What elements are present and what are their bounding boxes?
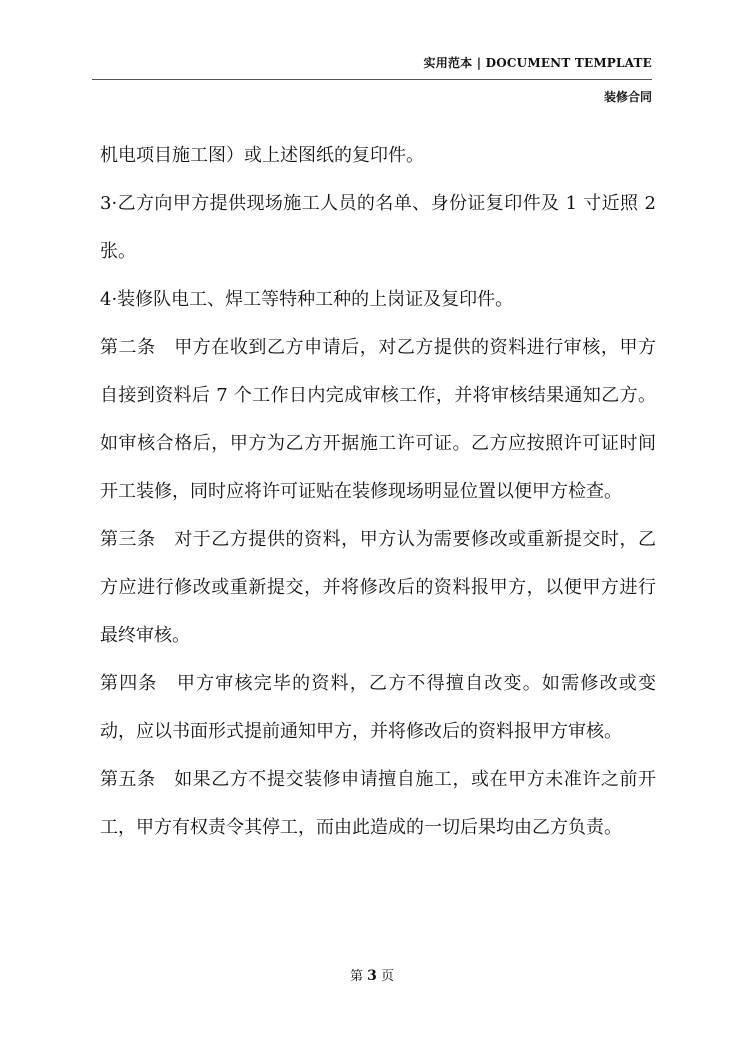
paragraph-1: 机电项目施工图）或上述图纸的复印件。 [100, 145, 424, 166]
article-2: 第二条 甲方在收到乙方申请后，对乙方提供的资料进行审核，甲方自接到资料后 7 个工作日内完成审核工作，并将审核结果通知乙方。如审核合格后，甲方为乙方开据施工许可证。乙方应按照许可证时间开工装修，同时应将许可证贴在装修现场明显位置以便甲方检查。 [100, 337, 656, 502]
article-4: 第四条 甲方审核完毕的资料，乙方不得擅自改变。如需修改或变动，应以书面形式提前通知甲方，并将修改后的资料报甲方审核。 [100, 673, 656, 742]
page-footer [0, 965, 744, 984]
header-title: 实用范本 | DOCUMENT TEMPLATE [423, 56, 652, 70]
article-3: 第三条 对于乙方提供的资料，甲方认为需要修改或重新提交时，乙方应进行修改或重新提交，并将修改后的资料报甲方，以便甲方进行最终审核。 [100, 529, 656, 646]
paragraph-2: 3·乙方向甲方提供现场施工人员的名单、身份证复印件及 1 寸近照 2 张。 [100, 193, 656, 262]
footer-suffix: 页 [381, 969, 395, 984]
header-divider [92, 79, 652, 80]
document-body [100, 132, 656, 852]
footer-prefix: 第 [349, 969, 363, 984]
paragraph-3: 4·装修队电工、焊工等特种工种的上岗证及复印件。 [100, 289, 514, 310]
header-subtitle: 装修合同 [603, 90, 652, 104]
page-number: 3 [367, 968, 377, 984]
article-5: 第五条 如果乙方不提交装修申请擅自施工，或在甲方未准许之前开工，甲方有权责令其停工，而由此造成的一切后果均由乙方负责。 [100, 769, 656, 838]
